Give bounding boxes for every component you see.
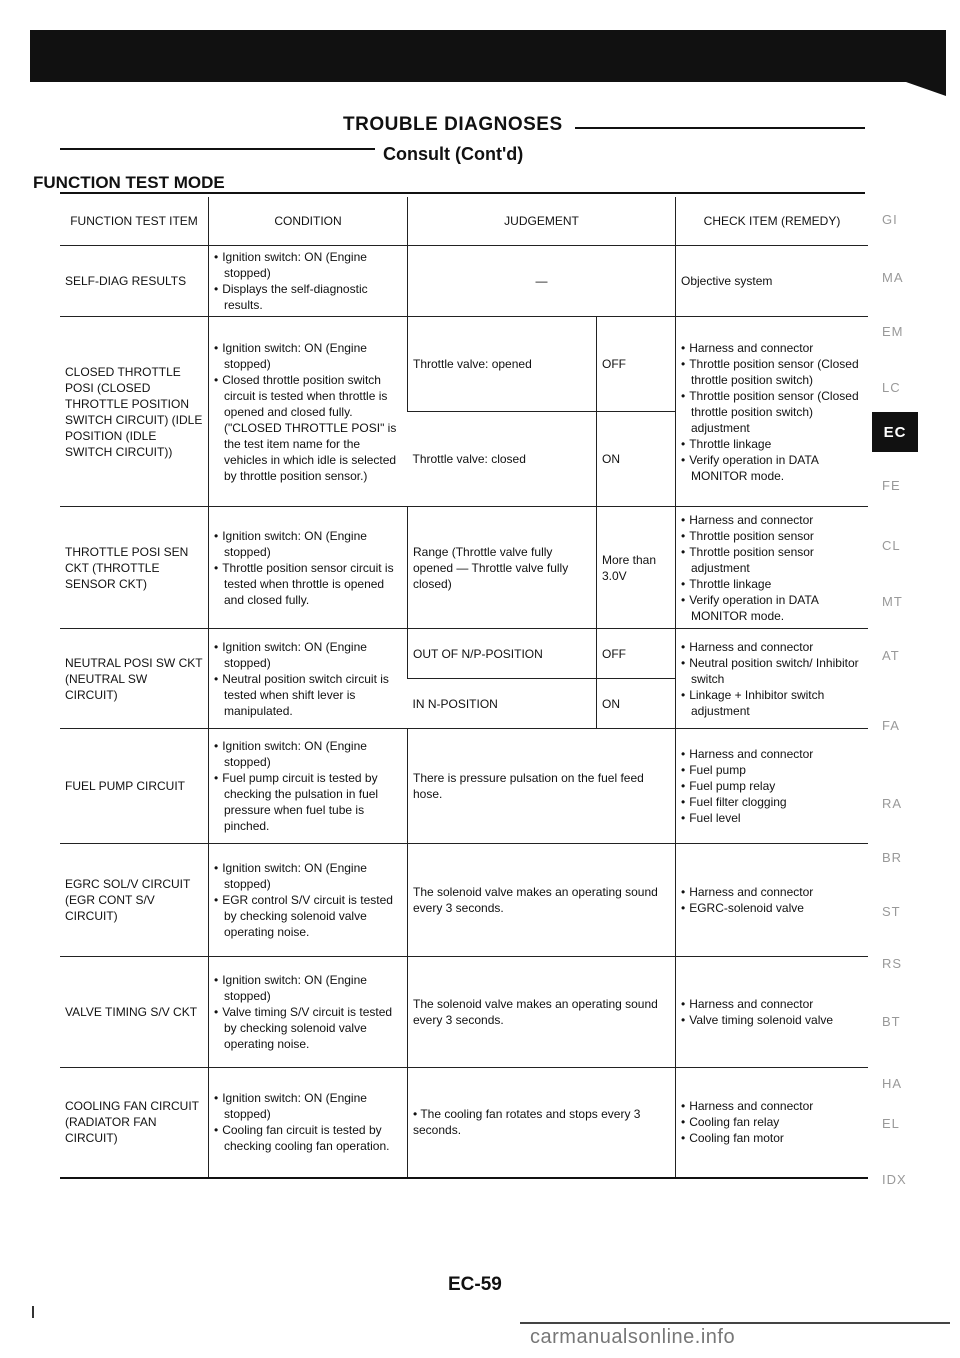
check-bullet: • Valve timing solenoid valve <box>681 1012 863 1028</box>
tab-ec[interactable]: EC <box>872 412 918 452</box>
page-title: TROUBLE DIAGNOSES <box>343 114 563 135</box>
condition-bullet: • Neutral position switch circuit is tested when shift lever is manipulated. <box>214 671 402 719</box>
condition-bullet: • Ignition switch: ON (Engine stopped) <box>214 738 402 770</box>
page-subtitle: Consult (Cont'd) <box>383 144 524 164</box>
condition-bullet: • Displays the self-diagnostic results. <box>214 281 402 313</box>
condition-bullet: • Ignition switch: ON (Engine stopped) <box>214 340 402 372</box>
subtitle-rule <box>60 148 375 150</box>
tab-ma[interactable]: MA <box>882 270 904 285</box>
header-check-item: CHECK ITEM (REMEDY) <box>676 197 869 246</box>
tab-gi[interactable]: GI <box>882 212 898 227</box>
margin-mark <box>32 1306 34 1318</box>
check-bullet: • Throttle position sensor <box>681 528 863 544</box>
row-check <box>676 957 869 1068</box>
table-row <box>60 246 868 317</box>
section-heading: FUNCTION TEST MODE <box>33 173 225 192</box>
condition-bullet: • Fuel pump circuit is tested by checking the pulsation in fuel pressure when fuel tube is pinched. <box>214 770 402 834</box>
tab-rs[interactable]: RS <box>882 956 903 971</box>
condition-bullet: • Cooling fan circuit is tested by checking cooling fan operation. <box>214 1122 402 1154</box>
row-condition <box>209 844 408 957</box>
check-bullet: • Harness and connector <box>681 996 863 1012</box>
row-check <box>676 729 869 844</box>
judgement-value: More than 3.0V <box>597 507 676 629</box>
row-judgement: — <box>408 246 676 317</box>
row-check: Objective system <box>676 246 869 317</box>
footer-rule <box>520 1322 950 1324</box>
check-bullet: • Cooling fan relay <box>681 1114 863 1130</box>
check-bullet: • Linkage + Inhibitor switch adjustment <box>681 687 863 719</box>
condition-bullet: • EGR control S/V circuit is tested by checking solenoid valve operating noise. <box>214 892 402 940</box>
row-item: SELF-DIAG RESULTS <box>60 246 209 317</box>
row-judgement: There is pressure pulsation on the fuel feed hose. <box>408 729 676 844</box>
row-condition <box>209 629 408 729</box>
row-condition <box>209 507 408 629</box>
tab-el[interactable]: EL <box>882 1116 900 1131</box>
row-item: COOLING FAN CIRCUIT (RADIATOR FAN CIRCUIT) <box>60 1068 209 1178</box>
judgement-condition: OUT OF N/P-POSITION <box>408 629 597 679</box>
row-check <box>676 844 869 957</box>
check-bullet: • Harness and connector <box>681 512 863 528</box>
row-check <box>676 1068 869 1178</box>
condition-bullet: • Ignition switch: ON (Engine stopped) <box>214 639 402 671</box>
table-header-row <box>60 197 868 246</box>
check-bullet: • Fuel pump relay <box>681 778 863 794</box>
row-condition <box>209 729 408 844</box>
tab-cl[interactable]: CL <box>882 538 901 553</box>
tab-br[interactable]: BR <box>882 850 903 865</box>
row-item: VALVE TIMING S/V CKT <box>60 957 209 1068</box>
condition-bullet: • Ignition switch: ON (Engine stopped) <box>214 1090 402 1122</box>
condition-bullet: • Closed throttle position switch circuit is tested when throttle is opened and closed fully. ("CLOSED THROTTLE POSI" is the test item name for the vehicles in which idle is selected by throttle position sensor.) <box>214 372 402 484</box>
condition-bullet: • Ignition switch: ON (Engine stopped) <box>214 972 402 1004</box>
row-condition <box>209 246 408 317</box>
tab-bt[interactable]: BT <box>882 1014 901 1029</box>
check-bullet: • Verify operation in DATA MONITOR mode. <box>681 452 863 484</box>
tab-st[interactable]: ST <box>882 904 901 919</box>
table-row <box>60 317 868 412</box>
table-row <box>60 629 868 679</box>
table-row <box>60 729 868 844</box>
row-judgement: The solenoid valve makes an operating sound every 3 seconds. <box>408 844 676 957</box>
condition-bullet: • Ignition switch: ON (Engine stopped) <box>214 528 402 560</box>
row-item: NEUTRAL POSI SW CKT (NEUTRAL SW CIRCUIT) <box>60 629 209 729</box>
table-row <box>60 957 868 1068</box>
header-function-test-item: FUNCTION TEST ITEM <box>60 197 209 246</box>
check-bullet: • Harness and connector <box>681 884 863 900</box>
judgement-condition: Throttle valve: opened <box>408 317 597 412</box>
top-black-banner <box>30 30 946 82</box>
header-condition: CONDITION <box>209 197 408 246</box>
condition-bullet: • Ignition switch: ON (Engine stopped) <box>214 860 402 892</box>
row-item: EGRC SOL/V CIRCUIT (EGR CONT S/V CIRCUIT) <box>60 844 209 957</box>
row-judgement: The solenoid valve makes an operating sound every 3 seconds. <box>408 957 676 1068</box>
tab-idx[interactable]: IDX <box>882 1172 907 1187</box>
row-judgement: • The cooling fan rotates and stops every 3 seconds. <box>408 1068 676 1178</box>
row-condition <box>209 317 408 507</box>
judgement-value: ON <box>597 412 676 507</box>
check-bullet: • Verify operation in DATA MONITOR mode. <box>681 592 863 624</box>
condition-bullet: • Valve timing S/V circuit is tested by checking solenoid valve operating noise. <box>214 1004 402 1052</box>
tab-fe[interactable]: FE <box>882 478 901 493</box>
row-check <box>676 629 869 729</box>
judgement-condition: Range (Throttle valve fully opened — Throttle valve fully closed) <box>408 507 597 629</box>
tab-mt[interactable]: MT <box>882 594 903 609</box>
row-condition <box>209 1068 408 1178</box>
check-bullet: • Throttle position sensor adjustment <box>681 544 863 576</box>
check-bullet: • Throttle position sensor (Closed throttle position switch) adjustment <box>681 388 863 436</box>
check-bullet: • Harness and connector <box>681 1098 863 1114</box>
tab-fa[interactable]: FA <box>882 718 900 733</box>
tab-em[interactable]: EM <box>882 324 904 339</box>
section-rule <box>60 192 865 194</box>
check-bullet: • Throttle linkage <box>681 576 863 592</box>
check-bullet: • Harness and connector <box>681 746 863 762</box>
condition-bullet: • Ignition switch: ON (Engine stopped) <box>214 249 402 281</box>
page-number: EC-59 <box>448 1274 502 1295</box>
check-bullet: • Harness and connector <box>681 340 863 356</box>
row-item: CLOSED THROTTLE POSI (CLOSED THROTTLE POSITION SWITCH CIRCUIT) (IDLE POSITION (IDLE SWITCH CIRCUIT)) <box>60 317 209 507</box>
condition-bullet: • Throttle position sensor circuit is tested when throttle is opened and closed fully. <box>214 560 402 608</box>
check-bullet: • EGRC-solenoid valve <box>681 900 863 916</box>
judgement-condition: Throttle valve: closed <box>408 412 597 507</box>
check-bullet: • Throttle position sensor (Closed throttle position switch) <box>681 356 863 388</box>
row-check <box>676 317 869 507</box>
table-row <box>60 507 868 629</box>
table-row <box>60 844 868 957</box>
check-bullet: • Fuel pump <box>681 762 863 778</box>
check-bullet: • Throttle linkage <box>681 436 863 452</box>
check-bullet: • Fuel level <box>681 810 863 826</box>
check-bullet: • Fuel filter clogging <box>681 794 863 810</box>
row-condition <box>209 957 408 1068</box>
judgement-condition: IN N-POSITION <box>408 679 597 729</box>
row-check <box>676 507 869 629</box>
title-rule <box>575 127 865 129</box>
judgement-value: ON <box>597 679 676 729</box>
table-row <box>60 1068 868 1178</box>
header-judgement: JUDGEMENT <box>408 197 676 246</box>
footer-watermark: carmanualsonline.info <box>530 1326 736 1348</box>
check-bullet: • Cooling fan motor <box>681 1130 863 1146</box>
judgement-value: OFF <box>597 317 676 412</box>
function-test-table <box>60 197 868 1179</box>
judgement-value: OFF <box>597 629 676 679</box>
tab-ra[interactable]: RA <box>882 796 903 811</box>
tab-lc[interactable]: LC <box>882 380 901 395</box>
tab-ha[interactable]: HA <box>882 1076 903 1091</box>
banner-notch <box>906 82 946 96</box>
row-item: THROTTLE POSI SEN CKT (THROTTLE SENSOR CKT) <box>60 507 209 629</box>
check-bullet: • Harness and connector <box>681 639 863 655</box>
row-item: FUEL PUMP CIRCUIT <box>60 729 209 844</box>
tab-at[interactable]: AT <box>882 648 900 663</box>
check-bullet: • Neutral position switch/ Inhibitor switch <box>681 655 863 687</box>
